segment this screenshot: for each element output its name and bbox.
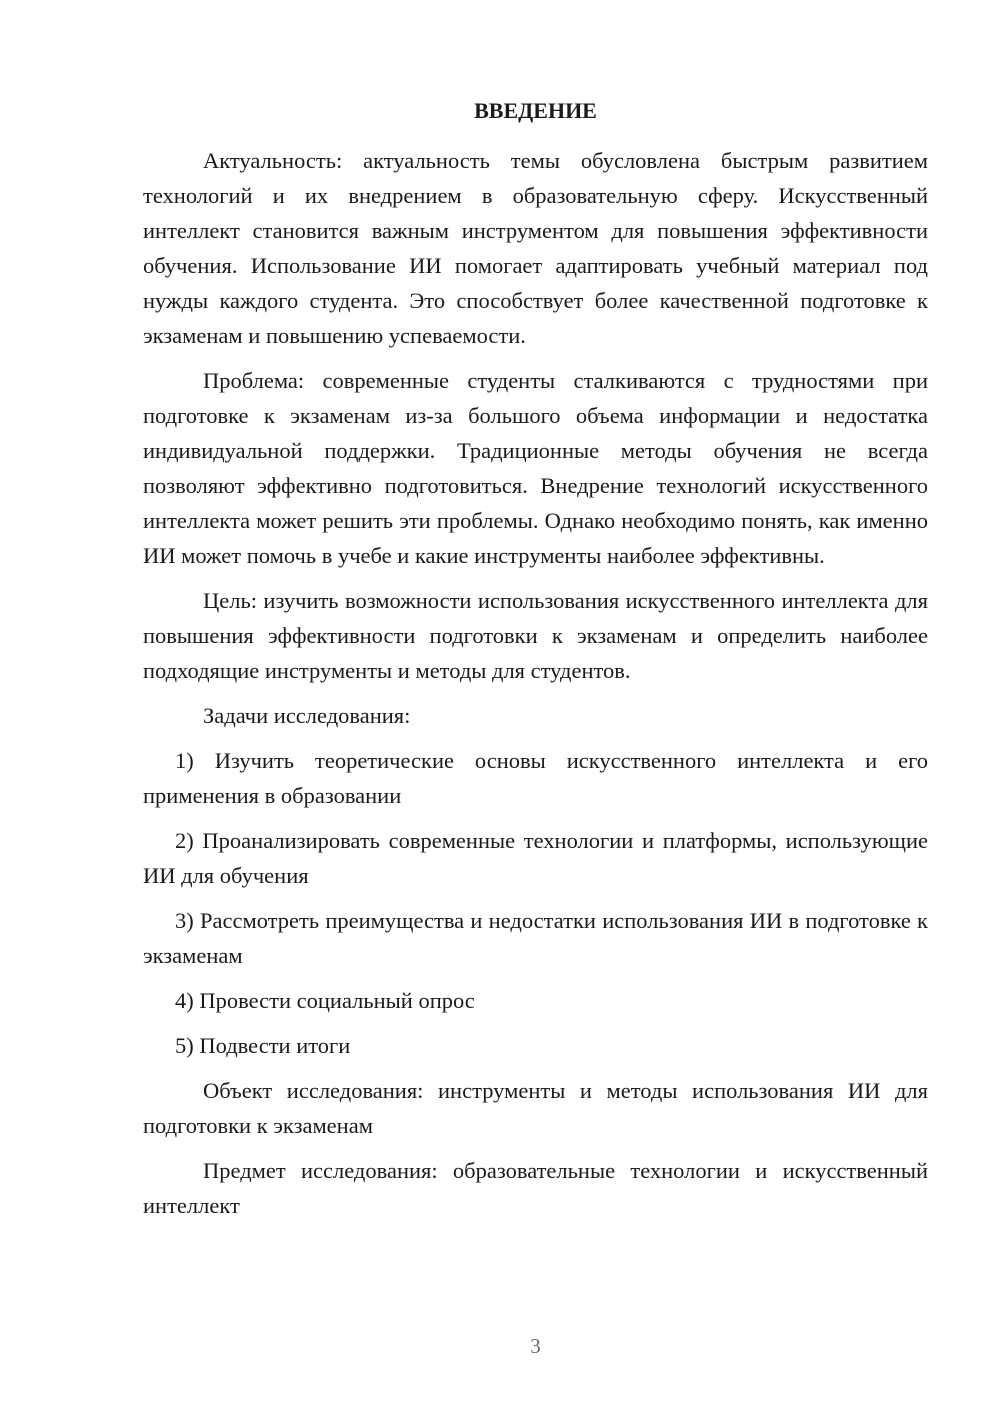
task-item-3: 3) Рассмотреть преимущества и недостатки использования ИИ в подготовке к экзаменам bbox=[143, 908, 928, 968]
task-item-5: 5) Подвести итоги bbox=[175, 1033, 351, 1058]
task-item-1: 1) Изучить теоретические основы искусственного интеллекта и его применения в образовании bbox=[143, 748, 928, 808]
page-number: 3 bbox=[530, 1334, 541, 1358]
object-paragraph: Объект исследования: инструменты и методы использования ИИ для подготовки к экзаменам bbox=[143, 1078, 928, 1138]
task-item-4: 4) Провести социальный опрос bbox=[175, 988, 475, 1013]
relevance-paragraph: Актуальность: актуальность темы обусловлена быстрым развитием технологий и их внедрением в образовательную сферу. Искусственный интеллект становится важным инструментом для повышения эффективности обучения. Использование ИИ помогает адаптировать учебный материал под нужды каждого студента. Это способствует более качественной подготовке к экзаменам и повышению успеваемости. bbox=[143, 148, 928, 348]
goal-paragraph: Цель: изучить возможности использования искусственного интеллекта для повышения эффективности подготовки к экзаменам и определить наиболее подходящие инструменты и методы для студентов. bbox=[143, 588, 928, 683]
section-body bbox=[143, 143, 928, 1223]
task-item-2: 2) Проанализировать современные технологии и платформы, использующие ИИ для обучения bbox=[143, 828, 928, 888]
subject-paragraph: Предмет исследования: образовательные технологии и искусственный интеллект bbox=[143, 1158, 928, 1218]
tasks-heading: Задачи исследования: bbox=[203, 703, 411, 728]
problem-paragraph: Проблема: современные студенты сталкиваются с трудностями при подготовке к экзаменам из-за большого объема информации и недостатка индивидуальной поддержки. Традиционные методы обучения не всегда позволяют эффективно подготовиться. Внедрение технологий искусственного интеллекта может решить эти проблемы. Однако необходимо понять, как именно ИИ может помочь в учебе и какие инструменты наиболее эффективны. bbox=[143, 368, 928, 568]
section-title: ВВЕДЕНИЕ bbox=[474, 98, 597, 123]
